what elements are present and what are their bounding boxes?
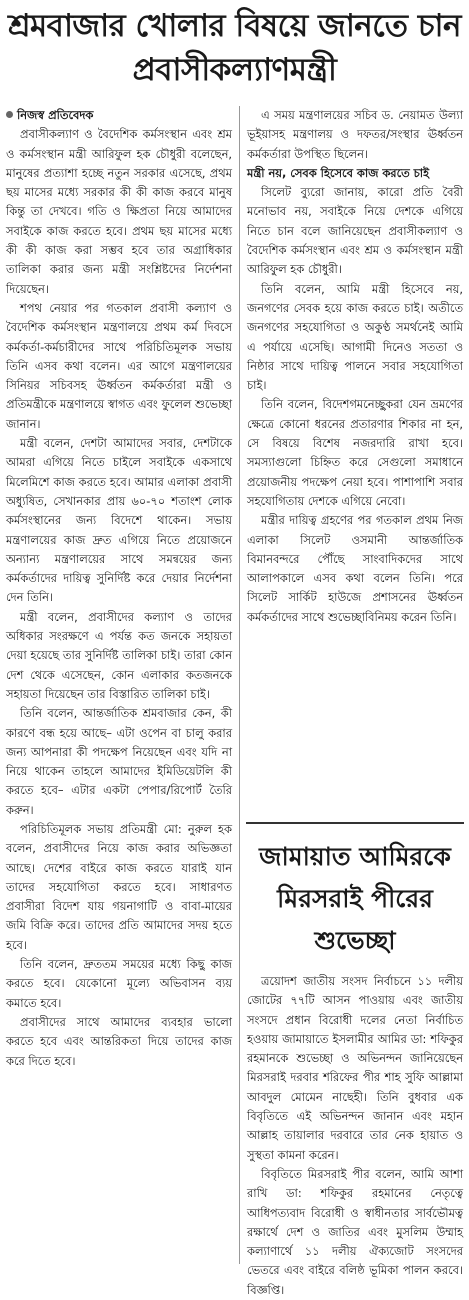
column-divider: [239, 106, 240, 1264]
paragraph: তিনি বলেন, আমি মন্ত্রী হিসেবে নয়, জনগণের সেবক হয়ে কাজ করতে চাই। অতীতে জনগণের সহযোগিতা ও অকুণ্ঠ সমর্থনেই আমি এ পর্যায়ে এসেছি। আগামী দিনেও সততা ও নিষ্ঠার সাথে দায়িত্ব পালনে সবার সহযোগিতা চাই।: [247, 281, 463, 393]
bullet-icon: [6, 111, 13, 118]
paragraph: এ সময় মন্ত্রণালয়ের সচিব ড. নেয়ামত উল্যা ভূইয়াসহ মন্ত্রণালয় ও দফতর/সংস্থার ঊর্ধ্বতন কর্মকর্তারা উপস্থিত ছিলেন।: [247, 108, 463, 161]
paragraph: মন্ত্রীর দায়িত্ব গ্রহণের পর গতকাল প্রথম নিজ এলাকা সিলেট ওসমানী আন্তর্জাতিক বিমানবন্দরে পৌঁছে সাংবাদিকদের সাথে আলাপকালে এসব কথা বলেন তিনি। পরে সিলেট সার্কিট হাউজে প্রশাসনের ঊর্ধ্বতন কর্মকর্তাদের সাথে শুভেচ্ছাবিনিময় করেন তিনি।: [247, 513, 463, 624]
section-divider: [246, 822, 464, 824]
paragraph: পরিচিতিমূলক সভায় প্রতিমন্ত্রী মো: নুরুল হক বলেন, প্রবাসীদের নিয়ে কাজ করার অভিজ্ঞতা আছে। দেশের বাইরে কাজ করতে যারাই যান তাদের সহযোগিতা করতে হবে। সাধারণত প্রবাসীরা বিদেশ যায় গয়নাগাটি ও বাবা-মায়ের জমি বিক্রি করে। তাদের প্রতি আমাদের সদয় হতে হবে।: [6, 821, 232, 952]
paragraph: ত্রয়োদশ জাতীয় সংসদ নির্বাচনে ১১ দলীয় জোটের ৭৭টি আসন পাওয়ায় এবং জাতীয় সংসদে প্রধান বিরোধী দলের নেতা নির্বাচিত হওয়ায় জামায়াতে ইসলামীর আমির ডা: শফিকুর রহমানকে শুভেচ্ছা ও অভিনন্দন জানিয়েছেন মিরসরাই দরবার শরিফের পীর শাহ সুফি আল্লামা আবদুল মোমেন নাছেহী। তিনি বুধবার এক বিবৃতিতে এই অভিনন্দন জানান এবং মহান আল্লাহ তায়ালার দরবারে তার নেক হায়াত ও সুস্থতা কামনা করেন।: [247, 974, 463, 1162]
paragraph: প্রবাসীদের সাথে আমাদের ব্যবহার ভালো করতে হবে এবং আন্তরিকতা দিয়ে তাদের কাজ করে দিতে হবে।: [6, 1014, 232, 1068]
paragraph: তিনি বলেন, বিদেশগমনেচ্ছুকরা যেন ভ্রমণের ক্ষেত্রে কোনো ধরনের প্রতারণার শিকার না হন, সে বিষয়ে বিশেষ নজরদারি রাখা হবে। সমস্যাগুলো চিহ্নিত করে সেগুলো সমাধানে প্রয়োজনীয় পদক্ষেপ নেয়া হবে। পাশাপাশি সবার সহযোগিতায় দেশকে এগিয়ে নেবো।: [247, 397, 463, 508]
byline-text: নিজস্ব প্রতিবেদক: [17, 108, 94, 122]
paragraph: তিনি বলেন, দ্রুততম সময়ের মধ্যে কিছু কাজ করতে হবে। যেকোনো মূল্যে অভিবাসন ব্যয় কমাতে হবে।: [6, 957, 232, 1010]
paragraph: তিনি বলেন, আন্তর্জাতিক শ্রমবাজার কেন, কী কারণে বন্ধ হয়ে আছে– এটা ওপেন বা চালু করার জন্য আপনারা কী পদক্ষেপ নিয়েছেন এবং যদি না নিয়ে থাকেন তাহলে আমাদের ইমিডিয়েটলি কী করতে হবে– এটার একটা পেপার/রিপোর্ট তৈরি করুন।: [6, 706, 232, 817]
byline: [6, 106, 232, 125]
paragraph: মন্ত্রী বলেন, দেশটা আমাদের সবার, দেশটাকে আমরা এগিয়ে নিতে চাইলে সবাইকে একসাথে মিলেমিশে কাজ করতে হবে। আমার এলাকা প্রবাসী অধ্যুষিত, সেখানকার প্রায় ৬০-৭০ শতাংশ লোক কর্মসংস্থানের জন্য বিদেশে থাকেন। সভায় মন্ত্রণালয়ের কাজ দ্রুত এগিয়ে নিতে প্রয়োজনে অন্যান্য মন্ত্রণালয়ের সাথে সমন্বয়ের জন্য কর্মকর্তাদের দায়িত্ব সুনির্দিষ্ট করে দেয়ার নির্দেশনা দেন তিনি।: [6, 436, 232, 605]
paragraph: শপথ নেয়ার পর গতকাল প্রবাসী কল্যাণ ও বৈদেশিক কর্মসংস্থান মন্ত্রণালয়ে প্রথম কর্ম দিবসে কর্মকর্তা-কর্মচারীদের সাথে পরিচিতিমূলক সভায় তিনি এসব কথা বলেন। এর আগে মন্ত্রণালয়ের সিনিয়র সচিবসহ ঊর্ধ্বতন কর্মকর্তারা মন্ত্রী ও প্রতিমন্ত্রীকে মন্ত্রণালয়ে স্বাগত এবং ফুলেল শুভেচ্ছা জানান।: [6, 300, 232, 431]
second-headline: জামায়াত আমিরকে মিরসরাই পীরের শুভেচ্ছা: [259, 842, 451, 955]
subheading: মন্ত্রী নয়, সেবক হিসেবে কাজ করতে চাই: [247, 165, 430, 180]
second-article: [247, 972, 463, 1300]
paragraph: সিলেট ব্যুরো জানায়, কারো প্রতি বৈরী মনোভাব নয়, সবাইকে নিয়ে দেশকে এগিয়ে নিতে চান বলে জানিয়েছেন প্রবাসীকল্যাণ ও বৈদেশিক কর্মসংস্থান এবং শ্রম ও কর্মসংস্থান মন্ত্রী আরিফুল হক চৌধুরী।: [247, 185, 463, 277]
paragraph: মন্ত্রী বলেন, প্রবাসীদের কল্যাণ ও তাদের অধিকার সংরক্ষণে এ পর্যন্ত কত জনকে সহায়তা দেয়া হয়েছে তার সুনির্দিষ্ট তালিকা চাই। তারা কোন দেশ থেকে এসেছেন, কোন এলাকার কতজনকে সহায়তা দিয়েছেন তার বিস্তারিত তালিকা চাই।: [6, 609, 232, 701]
paragraph: প্রবাসীকল্যাণ ও বৈদেশিক কর্মসংস্থান এবং শ্রম ও কর্মসংস্থান মন্ত্রী আরিফুল হক চৌধুরী বলেছেন, মানুষের প্রত্যাশা হচ্ছে নতুন সরকার এসেছে, প্রথম ছয় মাসের মধ্যে সরকার কী কী কাজ করবে মানুষ কিন্তু তা দেখবে। গতি ও ক্ষিপ্রতা নিয়ে আমাদের সবাইকে কাজ করতে হবে। প্রথম ছয় মাসের মধ্যে কী কী কাজ করা সম্ভব হবে তার অগ্রাধিকার তালিকা করার জন্য মন্ত্রী সংশ্লিষ্টদের নির্দেশনা দিয়েছেন।: [6, 127, 232, 296]
article-left-column: [6, 106, 232, 1071]
article-right-column: [247, 106, 463, 627]
paragraph: বিবৃতিতে মিরসরাই পীর বলেন, আমি আশা রাখি ডা: শফিকুর রহমানের নেতৃত্বে আধিপত্যবাদ বিরোধী ও স্বাধীনতার সার্বভৌমত্ব রক্ষার্থে দেশ ও জাতির এবং মুসলিম উম্মাহ কল্যাণার্থে ১১ দলীয় ঐক্যজোট সংসদের ভেতরে এবং বাইরে বলিষ্ঠ ভূমিকা পালন করবে। বিজ্ঞপ্তি।: [247, 1166, 463, 1297]
headline: শ্রমবাজার খোলার বিষয়ে জানতে চান প্রবাসীকল্যাণমন্ত্রী: [7, 8, 462, 88]
